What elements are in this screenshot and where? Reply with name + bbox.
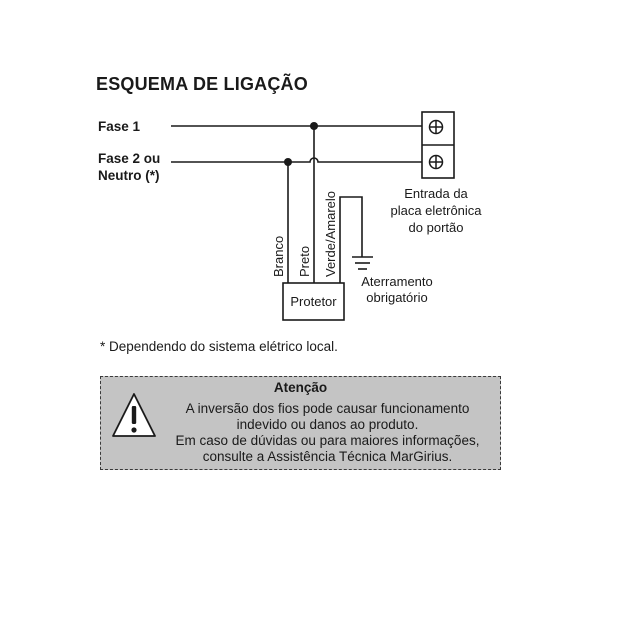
fase2-wire — [171, 158, 422, 162]
preto-label: Preto — [297, 245, 312, 277]
warning-triangle-icon — [111, 391, 157, 439]
warning-message — [159, 401, 496, 465]
warning-line: indevido ou danos ao produto. — [236, 417, 419, 432]
warning-line: consulte a Assistência Técnica MarGirius. — [202, 449, 453, 464]
fase2-label-line2: Neutro (*) — [98, 168, 160, 183]
branco-label: Branco — [271, 235, 286, 277]
warning-line: Em caso de dúvidas ou para maiores informações, — [175, 433, 480, 448]
entrada-label-line3: do portão — [408, 220, 464, 235]
protetor-label: Protetor — [290, 294, 337, 309]
fase2-label-line1: Fase 2 ou — [98, 151, 161, 166]
warning-box — [100, 376, 501, 470]
verde-amarelo-wire — [340, 197, 362, 283]
aterramento-label-line1: Aterramento — [361, 274, 433, 289]
aterramento-label-line2: obrigatório — [366, 290, 428, 305]
entrada-label-line1: Entrada da — [404, 186, 468, 201]
fase1-label: Fase 1 — [98, 119, 141, 134]
diagram-title: ESQUEMA DE LIGAÇÃO — [96, 74, 308, 94]
terminal-screw-icon — [430, 156, 443, 169]
verde-amarelo-label: Verde/Amarelo — [323, 191, 338, 277]
ground-icon — [352, 257, 373, 269]
entrada-label-line2: placa eletrônica — [390, 203, 482, 218]
warning-title: Atenção — [273, 380, 328, 395]
terminal-screw-icon — [430, 121, 443, 134]
footnote: * Dependendo do sistema elétrico local. — [100, 339, 338, 354]
warning-line: A inversão dos fios pode causar funcionamento — [185, 401, 470, 416]
